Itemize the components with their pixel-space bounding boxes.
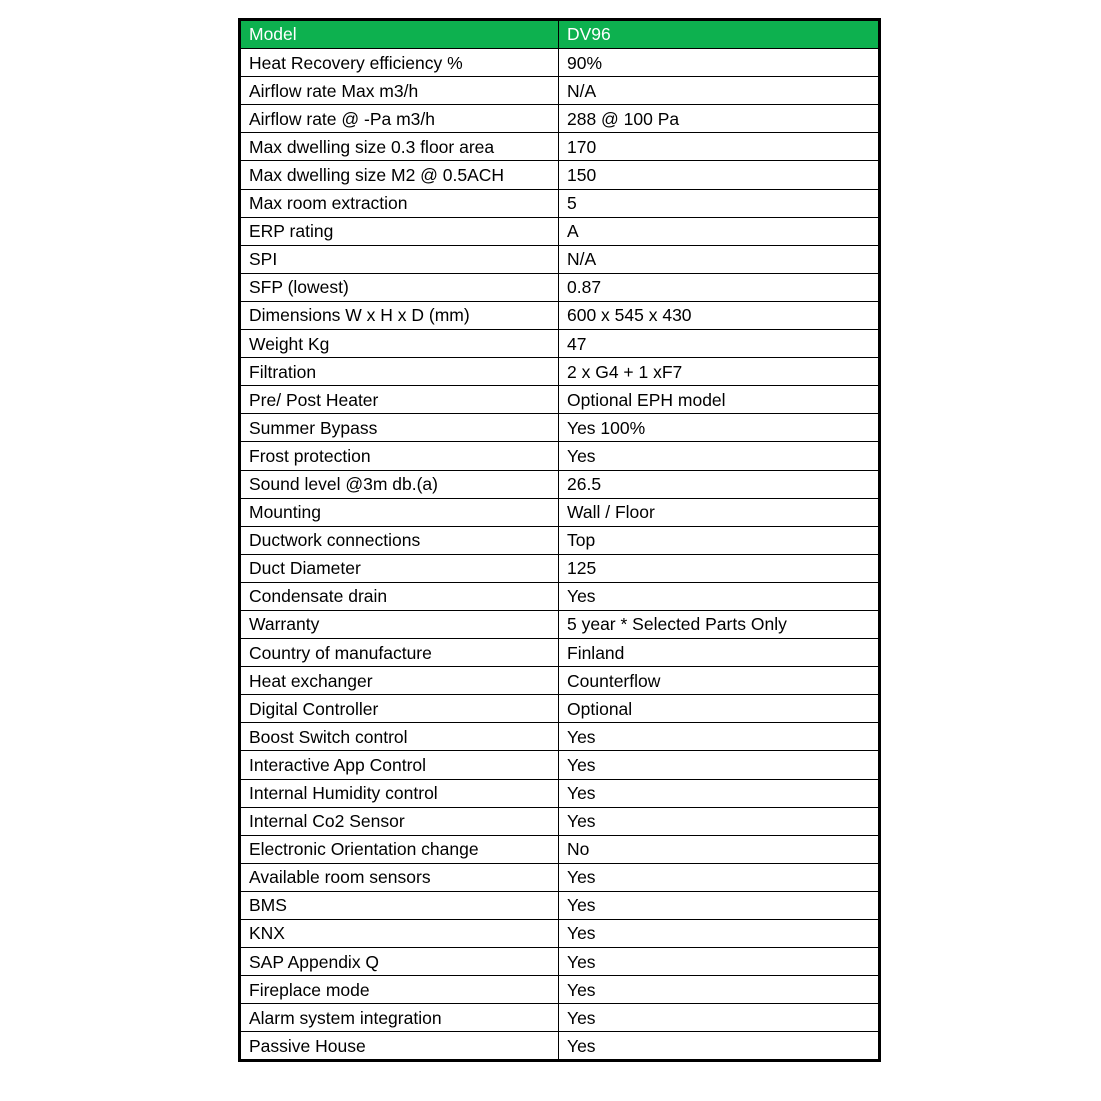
table-row (240, 695, 880, 723)
spec-label: Available room sensors (240, 863, 559, 891)
spec-value: Finland (559, 639, 880, 667)
spec-label: Duct Diameter (240, 554, 559, 582)
table-row (240, 1032, 880, 1061)
spec-value: 2 x G4 + 1 xF7 (559, 358, 880, 386)
spec-label: Interactive App Control (240, 751, 559, 779)
table-row (240, 723, 880, 751)
spec-value: Yes (559, 442, 880, 470)
header-model-value: DV96 (559, 20, 880, 49)
table-header-row (240, 20, 880, 49)
spec-value: Yes (559, 948, 880, 976)
table-row (240, 161, 880, 189)
table-row (240, 217, 880, 245)
table-row (240, 835, 880, 863)
table-row (240, 582, 880, 610)
table-row (240, 891, 880, 919)
table-row (240, 189, 880, 217)
spec-label: Sound level @3m db.(a) (240, 470, 559, 498)
table-row (240, 49, 880, 77)
spec-label: KNX (240, 920, 559, 948)
spec-value: Yes 100% (559, 414, 880, 442)
spec-value: Yes (559, 723, 880, 751)
table-row (240, 105, 880, 133)
spec-label: SPI (240, 245, 559, 273)
spec-value: Yes (559, 863, 880, 891)
spec-sheet (238, 18, 881, 1062)
spec-value: Optional EPH model (559, 386, 880, 414)
table-row (240, 386, 880, 414)
table-row (240, 920, 880, 948)
table-row (240, 948, 880, 976)
spec-label: Weight Kg (240, 330, 559, 358)
table-row (240, 863, 880, 891)
spec-value: N/A (559, 245, 880, 273)
spec-label: Warranty (240, 610, 559, 638)
table-body (240, 49, 880, 1061)
spec-value: Yes (559, 976, 880, 1004)
spec-label: BMS (240, 891, 559, 919)
spec-value: Yes (559, 920, 880, 948)
product-spec-table (238, 18, 881, 1062)
spec-label: Fireplace mode (240, 976, 559, 1004)
spec-label: Heat Recovery efficiency % (240, 49, 559, 77)
spec-value: No (559, 835, 880, 863)
spec-value: Wall / Floor (559, 498, 880, 526)
spec-label: Heat exchanger (240, 667, 559, 695)
spec-value: 5 year * Selected Parts Only (559, 610, 880, 638)
spec-label: Electronic Orientation change (240, 835, 559, 863)
spec-value: A (559, 217, 880, 245)
table-row (240, 358, 880, 386)
table-row (240, 330, 880, 358)
table-row (240, 667, 880, 695)
spec-label: Airflow rate Max m3/h (240, 77, 559, 105)
table-row (240, 610, 880, 638)
spec-label: SFP (lowest) (240, 273, 559, 301)
spec-value: Yes (559, 891, 880, 919)
table-row (240, 526, 880, 554)
table-row (240, 976, 880, 1004)
spec-label: Alarm system integration (240, 1004, 559, 1032)
spec-label: Digital Controller (240, 695, 559, 723)
spec-label: Max room extraction (240, 189, 559, 217)
spec-value: 150 (559, 161, 880, 189)
spec-value: Yes (559, 807, 880, 835)
table-row (240, 751, 880, 779)
spec-value: Optional (559, 695, 880, 723)
spec-value: 5 (559, 189, 880, 217)
spec-label: Boost Switch control (240, 723, 559, 751)
table-row (240, 470, 880, 498)
spec-value: 288 @ 100 Pa (559, 105, 880, 133)
table-header (240, 20, 880, 49)
spec-label: Filtration (240, 358, 559, 386)
spec-label: Max dwelling size M2 @ 0.5ACH (240, 161, 559, 189)
table-row (240, 414, 880, 442)
header-model-label: Model (240, 20, 559, 49)
spec-label: Country of manufacture (240, 639, 559, 667)
spec-value: N/A (559, 77, 880, 105)
spec-value: 0.87 (559, 273, 880, 301)
spec-value: Yes (559, 1032, 880, 1061)
spec-value: Yes (559, 751, 880, 779)
spec-label: Dimensions W x H x D (mm) (240, 301, 559, 329)
table-row (240, 779, 880, 807)
spec-value: Counterflow (559, 667, 880, 695)
spec-label: ERP rating (240, 217, 559, 245)
spec-label: SAP Appendix Q (240, 948, 559, 976)
spec-value: 125 (559, 554, 880, 582)
table-row (240, 807, 880, 835)
table-row (240, 301, 880, 329)
spec-label: Frost protection (240, 442, 559, 470)
spec-label: Pre/ Post Heater (240, 386, 559, 414)
spec-value: 47 (559, 330, 880, 358)
table-row (240, 554, 880, 582)
table-row (240, 133, 880, 161)
spec-label: Airflow rate @ -Pa m3/h (240, 105, 559, 133)
spec-value: 600 x 545 x 430 (559, 301, 880, 329)
spec-label: Condensate drain (240, 582, 559, 610)
spec-label: Summer Bypass (240, 414, 559, 442)
table-row (240, 442, 880, 470)
spec-label: Ductwork connections (240, 526, 559, 554)
spec-label: Max dwelling size 0.3 floor area (240, 133, 559, 161)
spec-label: Passive House (240, 1032, 559, 1061)
spec-value: 90% (559, 49, 880, 77)
table-row (240, 1004, 880, 1032)
spec-label: Internal Humidity control (240, 779, 559, 807)
spec-value: Yes (559, 1004, 880, 1032)
spec-value: 26.5 (559, 470, 880, 498)
table-row (240, 498, 880, 526)
spec-value: Top (559, 526, 880, 554)
spec-value: Yes (559, 779, 880, 807)
table-row (240, 273, 880, 301)
spec-value: Yes (559, 582, 880, 610)
table-row (240, 245, 880, 273)
spec-label: Internal Co2 Sensor (240, 807, 559, 835)
table-row (240, 639, 880, 667)
spec-value: 170 (559, 133, 880, 161)
table-row (240, 77, 880, 105)
spec-label: Mounting (240, 498, 559, 526)
